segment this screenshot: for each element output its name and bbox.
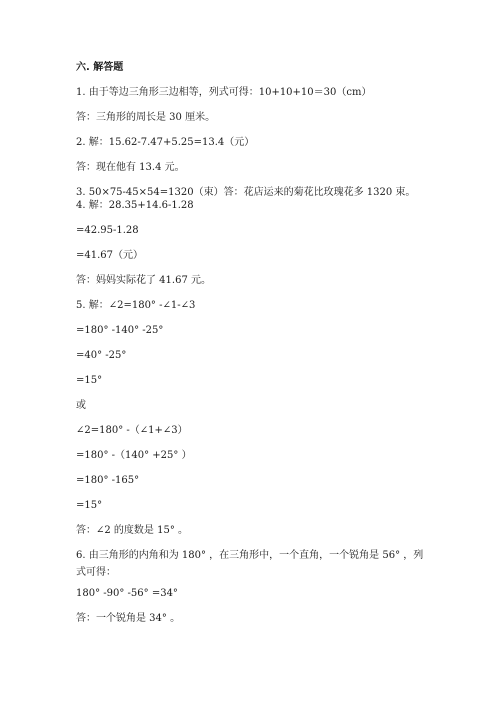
problem-5-alt-step: =15° bbox=[76, 500, 103, 511]
problem-6-equation: 180° -90° -56° =34° bbox=[76, 588, 178, 599]
problem-4-step: =41.67（元） bbox=[76, 250, 144, 261]
problem-5-step: =15° bbox=[76, 375, 103, 386]
problem-5-alt-equation: ∠2=180° -（∠1+∠3） bbox=[76, 425, 188, 436]
problem-4-equation: 4. 解：28.35+14.6-1.28 bbox=[76, 200, 194, 211]
problem-1-equation: 1. 由于等边三角形三边相等，列式可得：10+10+10＝30（cm） bbox=[76, 87, 372, 98]
problem-3-line: 3. 50×75-45×54=1320（束）答：花店运来的菊花比玫瑰花多 1320 束。 bbox=[76, 187, 416, 198]
problem-2-equation: 2. 解：15.62-7.47+5.25=13.4（元） bbox=[76, 137, 255, 148]
problem-4-answer: 答：妈妈实际花了 41.67 元。 bbox=[76, 275, 211, 286]
problem-1-answer: 答：三角形的周长是 30 厘米。 bbox=[76, 112, 216, 123]
problem-6-statement-cont: 式可得： bbox=[76, 567, 116, 578]
problem-4-step: =42.95-1.28 bbox=[76, 225, 139, 236]
problem-2-answer: 答：现在他有 13.4 元。 bbox=[76, 162, 185, 173]
problem-5-alt-step: =180° -165° bbox=[76, 475, 140, 486]
problem-5-equation: 5. 解：∠2=180° -∠1-∠3 bbox=[76, 300, 196, 311]
problem-6-answer: 答：一个锐角是 34° 。 bbox=[76, 613, 181, 624]
problem-6-statement: 6. 由三角形的内角和为 180° ，在三角形中，一个直角，一个锐角是 56° ，列 bbox=[76, 550, 424, 561]
problem-5-step: =40° -25° bbox=[76, 350, 127, 361]
problem-5-step: =180° -140° -25° bbox=[76, 325, 164, 336]
problem-5-answer: 答：∠2 的度数是 15° 。 bbox=[76, 525, 189, 536]
problem-5-or: 或 bbox=[76, 400, 86, 411]
section-title: 六. 解答题 bbox=[76, 62, 124, 73]
problem-5-alt-step: =180° -（140° +25° ） bbox=[76, 450, 192, 461]
